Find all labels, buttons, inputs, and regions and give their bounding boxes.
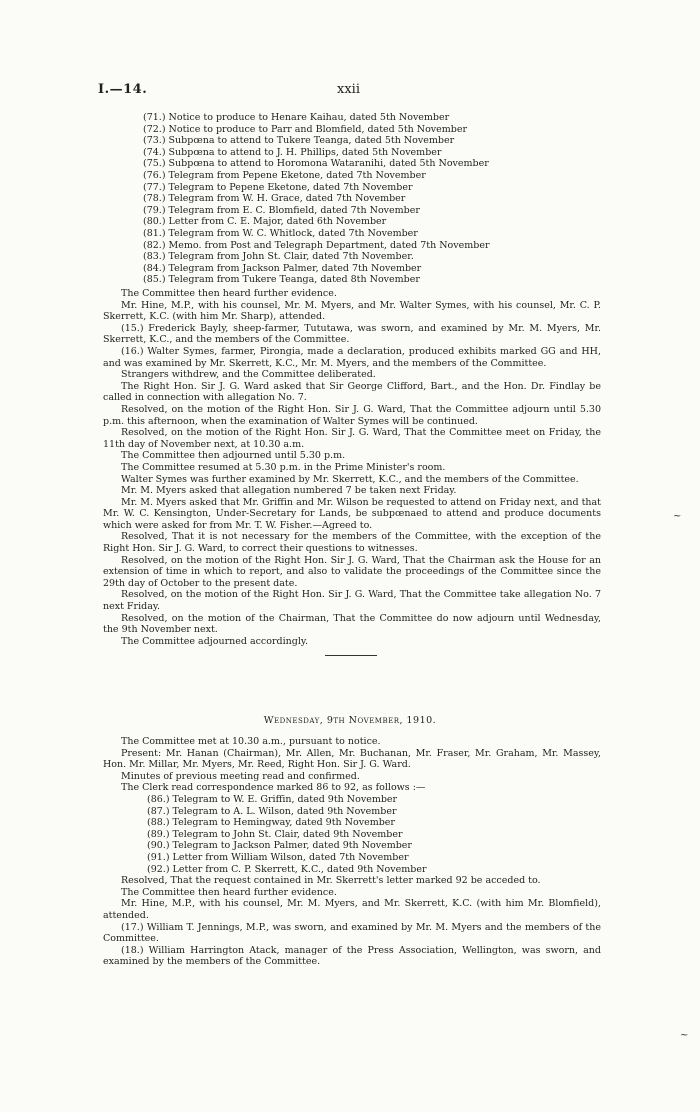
paragraph: Present: Mr. Hanan (Chairman), Mr. Allen, Mr. Buchanan, Mr. Fraser, Mr. Graham, Mr. Massey, Hon. Mr. Millar, Mr. Myers, Mr. Reed, Right Hon. Sir J. G. Ward. [103,747,601,771]
paragraph: The Committee resumed at 5.30 p.m. in the Prime Minister's room. [121,461,446,473]
paragraph: Mr. Hine, M.P., with his counsel, Mr. M. Myers, and Mr. Skerrett, K.C. (with him Mr. Blomfield), attended. [103,898,601,921]
paragraph: (15.) Frederick Bayly, sheep-farmer, Tututawa, was sworn, and examined by Mr. M. Myers, Mr. Skerrett, K.C., and the members of the Committee. [103,322,601,346]
paragraph: Mr. M. Myers asked that allegation numbered 7 be taken next Friday. [121,485,457,497]
paragraph: The Right Hon. Sir J. G. Ward asked that Sir George Clifford, Bart., and the Hon. Dr. Findlay be called in connection with allegation No. 7. [103,380,601,404]
paragraph: Walter Symes was further examined by Mr. Skerrett, K.C., and the members of the Committee. [121,473,579,485]
date-heading: Wednesday, 9th November, 1910. [263,715,437,726]
paragraph: Resolved, on the motion of the Right Hon. Sir J. G. Ward, That the Chairman ask the House for an extension of time in which to report, and also to validate the proceedings of the Committee since the 29th day of October to the present date. [103,554,601,589]
page-number: xxii [337,82,360,97]
paragraph: Mr. M. Myers asked that Mr. Griffin and Mr. Wilson be requested to attend on Friday next, and that Mr. W. C. Kensington, Under-Secretary for Lands, be subpœnaed to attend and produce documents which were asked for from Mr. T. W. Fisher.—Agreed to. [103,496,601,531]
correspondence-list-a [103,112,601,286]
list-item: (71.) Notice to produce to Henare Kaihau, dated 5th November [143,112,450,123]
paragraph: The Committee adjourned accordingly. [121,635,308,647]
list-item: (76.) Telegram from Pepene Eketone, dated 7th November [143,169,426,181]
section-divider [325,655,377,656]
list-item: (80.) Letter from C. E. Major, dated 6th November [143,216,387,228]
paragraph: Resolved, on the motion of the Right Hon. Sir J. G. Ward, That the Committee meet on Friday, the 11th day of November next, at 10.30 a.m. [103,427,601,450]
paragraph: (18.) William Harrington Atack, manager of the Press Association, Wellington, was sworn, and examined by the members of the Committee. [103,944,601,968]
minutes-section-a [103,288,601,647]
paragraph: Resolved, on the motion of the Right Hon. Sir J. G. Ward, That the Committee adjourn until 5.30 p.m. this afternoon, when the examination of Walter Symes will be continued. [103,403,601,427]
list-item: (79.) Telegram from E. C. Blomfield, dated 7th November [143,204,420,216]
paragraph: Mr. Hine, M.P., with his counsel, Mr. M. Myers, and Mr. Walter Symes, with his counsel, Mr. C. P. Skerrett, K.C. (with him Mr. Sharp), attended. [103,299,601,323]
list-item: (81.) Telegram from W. C. Whitlock, dated 7th November [143,227,418,239]
paragraph: Minutes of previous meeting read and confirmed. [121,770,360,782]
list-item: (85.) Telegram from Tukere Teanga, dated 8th November [143,274,420,286]
list-item: (78.) Telegram from W. H. Grace, dated 7th November [143,193,406,205]
paragraph: The Committee met at 10.30 a.m., pursuant to notice. [121,736,381,747]
paper-reference: I.—14. [98,82,148,97]
paragraph: The Clerk read correspondence marked 86 to 92, as follows :— [121,782,426,794]
list-item: (82.) Memo. from Post and Telegraph Department, dated 7th November [143,239,490,251]
list-item: (92.) Letter from C. P. Skerrett, K.C., dated 9th November [147,863,427,875]
paragraph: (17.) William T. Jennings, M.P., was sworn, and examined by Mr. M. Myers and the members of the Committee. [103,921,601,945]
list-item: (84.) Telegram from Jackson Palmer, dated 7th November [143,262,422,274]
list-item: (91.) Letter from William Wilson, dated 7th November [147,851,409,863]
list-item: (88.) Telegram to Hemingway, dated 9th November [147,817,395,829]
list-item: (74.) Subpœna to attend to J. H. Phillips, dated 5th November [143,146,442,158]
minutes-section-b [103,736,601,968]
paragraph: (16.) Walter Symes, farmer, Pirongia, made a declaration, produced exhibits marked GG and HH, and was examined by Mr. Skerrett, K.C., Mr. M. Myers, and the members of the Committee. [103,345,601,369]
paragraph: Resolved, on the motion of the Chairman, That the Committee do now adjourn until Wednesday, the 9th November next. [103,612,601,636]
margin-mark: ~ [673,511,682,522]
paragraph: Resolved, on the motion of the Right Hon. Sir J. G. Ward, That the Committee take allegation No. 7 next Friday. [103,589,601,613]
paragraph: Resolved, That it is not necessary for the members of the Committee, with the exception of the Right Hon. Sir J. G. Ward, to correct their questions to witnesses. [103,531,601,555]
paragraph: Strangers withdrew, and the Committee deliberated. [121,369,376,381]
margin-mark: ~ [680,1030,689,1041]
paragraph: The Committee then heard further evidence. [121,886,337,898]
list-item: (86.) Telegram to W. E. Griffin, dated 9th November [147,793,398,805]
list-item: (90.) Telegram to Jackson Palmer, dated 9th November [147,840,412,852]
list-item: (87.) Telegram to A. L. Wilson, dated 9th November [147,805,397,817]
list-item: (73.) Subpœna to attend to Tukere Teanga, dated 5th November [143,135,455,147]
list-item: (72.) Notice to produce to Parr and Blomfield, dated 5th November [143,123,468,135]
list-item: (75.) Subpœna to attend to Horomona Wataranihi, dated 5th November [143,158,489,170]
paragraph: The Committee then adjourned until 5.30 p.m. [121,450,346,462]
paragraph: Resolved, That the request contained in Mr. Skerrett's letter marked 92 be acceded to. [121,875,541,887]
paragraph: The Committee then heard further evidence. [121,288,337,299]
list-item: (77.) Telegram to Pepene Eketone, dated 7th November [143,181,413,193]
list-item: (83.) Telegram from John St. Clair, dated 7th November. [143,251,414,263]
list-item: (89.) Telegram to John St. Clair, dated 9th November [147,828,403,840]
